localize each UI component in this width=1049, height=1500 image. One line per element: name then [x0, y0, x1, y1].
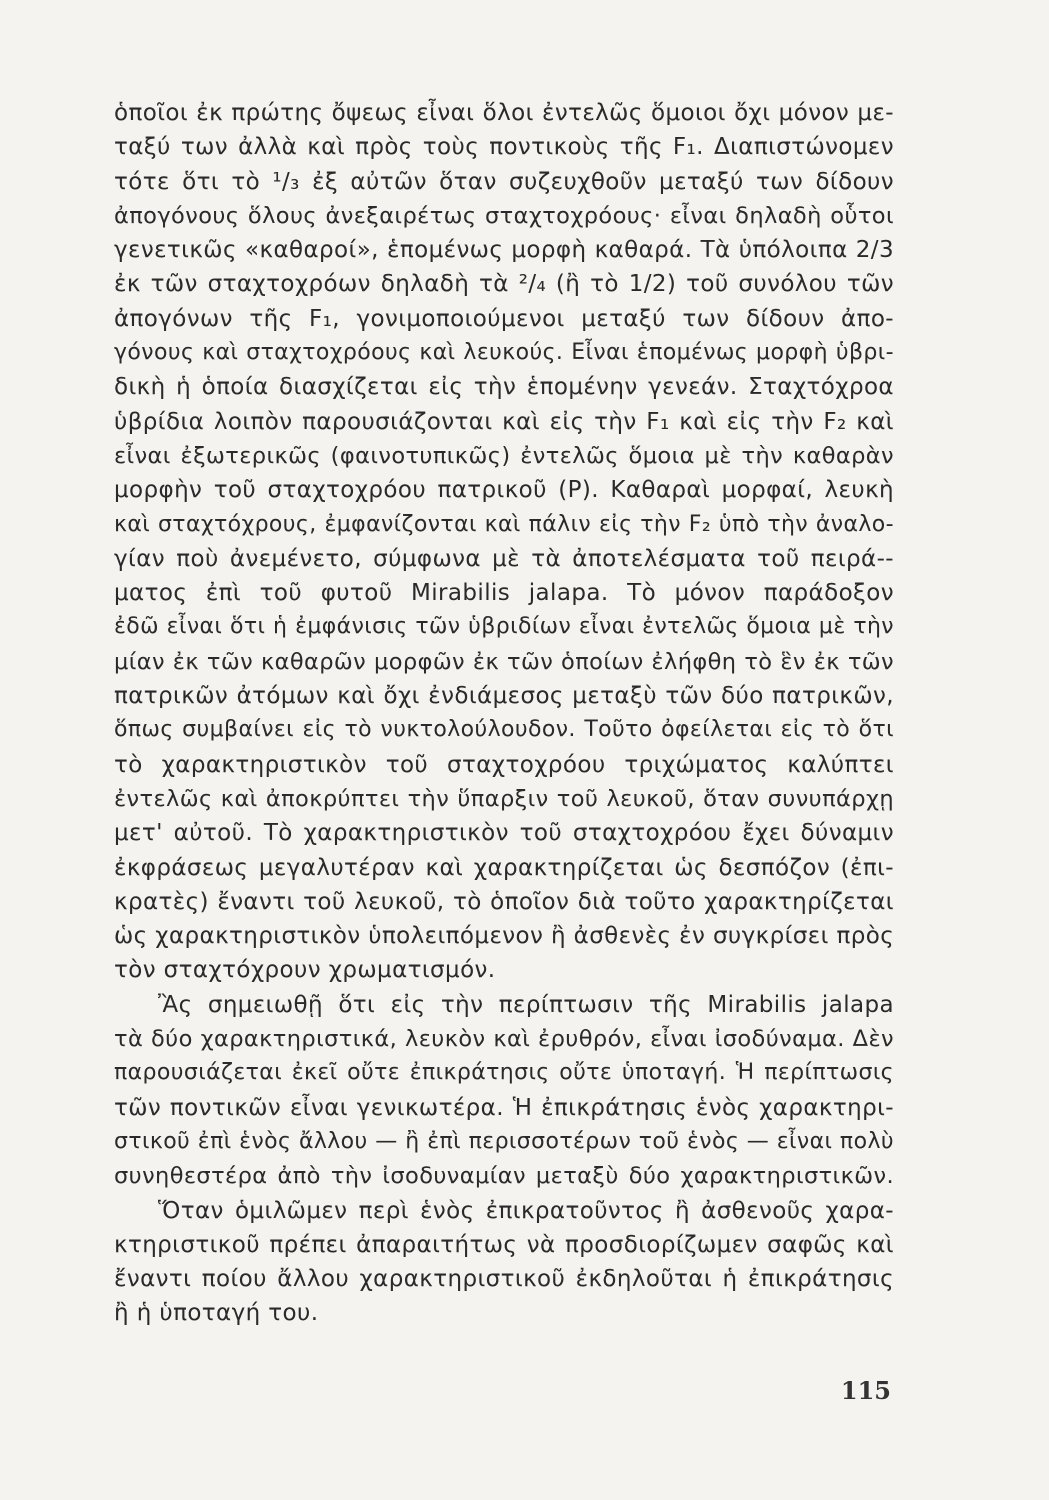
- text-line: τὸν σταχτόχρουν χρωματισμόν.: [114, 957, 496, 984]
- text-line: τὸ χαρακτηριστικὸν τοῦ σταχτοχρόου τριχώματος καλύπτει: [114, 751, 894, 778]
- text-line: ὁποῖοι ἐκ πρώτης ὄψεως εἶναι ὅλοι ἐντελῶς ὅμοιοι ὄχι μόνον με-: [114, 100, 894, 126]
- text-line: μορφὴν τοῦ σταχτοχρόου πατρικοῦ (P). Καθαραὶ μορφαί, λευκὴ: [114, 477, 894, 504]
- text-line: ἐκφράσεως μεγαλυτέραν καὶ χαρακτηρίζεται ὡς δεσπόζον (ἐπι-: [114, 854, 894, 881]
- text-line: τῶν ποντικῶν εἶναι γενικωτέρα. Ἡ ἐπικράτησις ἑνὸς χαρακτηρι-: [114, 1094, 894, 1121]
- text-line: ἐκ τῶν σταχτοχρόων δηλαδὴ τὰ ²/₄ (ἢ τὸ 1/2) τοῦ συνόλου τῶν: [114, 271, 894, 298]
- text-line: δικὴ ἡ ὁποία διασχίζεται εἰς τὴν ἑπομένην γενεάν. Σταχτόχροα: [114, 374, 894, 401]
- text-line: ὡς χαρακτηριστικὸν ὑπολειπόμενον ἢ ἀσθενὲς ἐν συγκρίσει πρὸς: [114, 923, 895, 950]
- text-line: Ἂς σημειωθῇ ὅτι εἰς τὴν περίπτωσιν τῆς Mirabilis jalapa: [158, 991, 894, 1018]
- text-line: στικοῦ ἐπὶ ἑνὸς ἄλλου — ἢ ἐπὶ περισσοτέρων τοῦ ἑνὸς — εἶναι πολὺ: [114, 1128, 894, 1154]
- text-line: ἐντελῶς καὶ ἀποκρύπτει τὴν ὕπαρξιν τοῦ λευκοῦ, ὅταν συνυπάρχῃ: [114, 785, 894, 812]
- text-line: ταξύ των ἀλλὰ καὶ πρὸς τοὺς ποντικοὺς τῆς F₁. Διαπιστώνομεν: [114, 134, 894, 161]
- text-line: ἐδῶ εἶναι ὅτι ἡ ἐμφάνισις τῶν ὑβριδίων εἶναι ἐντελῶς ὅμοια μὲ τὴν: [114, 614, 894, 640]
- text-line: ἢ ἡ ὑποταγή του.: [114, 1300, 319, 1327]
- text-line: ἀπογόνους ὅλους ἀνεξαιρέτως σταχτοχρόους· εἶναι δηλαδὴ οὗτοι: [114, 202, 894, 229]
- text-line: εἶναι ἐξωτερικῶς (φαινοτυπικῶς) ἐντελῶς ὅμοια μὲ τὴν καθαρὰν: [114, 442, 894, 469]
- text-line: συνηθεστέρα ἀπὸ τὴν ἰσοδυναμίαν μεταξὺ δύο χαρακτηριστικῶν.: [114, 1163, 894, 1190]
- text-line: τότε ὅτι τὸ ¹/₃ ἐξ αὐτῶν ὅταν συζευχθοῦν μεταξύ των δίδουν: [114, 168, 894, 195]
- text-line: ὑβρίδια λοιπὸν παρουσιάζονται καὶ εἰς τὴν F₁ καὶ εἰς τὴν F₂ καὶ: [114, 408, 894, 435]
- text-line: κρατὲς) ἔναντι τοῦ λευκοῦ, τὸ ὁποῖον διὰ τοῦτο χαρακτηρίζεται: [114, 888, 894, 915]
- text-line: ματος ἐπὶ τοῦ φυτοῦ Mirabilis jalapa. Τὸ μόνον παράδοξον: [114, 580, 894, 607]
- text-line: μετ' αὐτοῦ. Τὸ χαρακτηριστικὸν τοῦ σταχτοχρόου ἔχει δύναμιν: [114, 820, 894, 847]
- text-line: Ὅταν ὁμιλῶμεν περὶ ἑνὸς ἐπικρατοῦντος ἢ ἀσθενοῦς χαρα-: [158, 1197, 894, 1224]
- text-line: ἔναντι ποίου ἄλλου χαρακτηριστικοῦ ἐκδηλοῦται ἡ ἐπικράτησις: [114, 1266, 894, 1293]
- text-line: ὅπως συμβαίνει εἰς τὸ νυκτολούλουδον. Τοῦτο ὀφείλεται εἰς τὸ ὅτι: [114, 717, 894, 743]
- text-line: ἀπογόνων τῆς F₁, γονιμοποιούμενοι μεταξύ των δίδουν ἀπο-: [114, 305, 894, 332]
- text-line: γίαν ποὺ ἀνεμένετο, σύμφωνα μὲ τὰ ἀποτελέσματα τοῦ πειρά--: [114, 545, 894, 572]
- page-body: [114, 96, 894, 1331]
- text-line: γόνους καὶ σταχτοχρόους καὶ λευκούς. Εἶναι ἑπομένως μορφὴ ὑβρι-: [114, 340, 894, 366]
- text-line: μίαν ἐκ τῶν καθαρῶν μορφῶν ἐκ τῶν ὁποίων ἐλήφθη τὸ ἓν ἐκ τῶν: [114, 648, 894, 675]
- page-number: 115: [840, 1376, 891, 1405]
- text-line: πατρικῶν ἀτόμων καὶ ὄχι ἐνδιάμεσος μεταξὺ τῶν δύο πατρικῶν,: [114, 683, 894, 710]
- text-line: τὰ δύο χαρακτηριστικά, λευκὸν καὶ ἐρυθρόν, εἶναι ἰσοδύναμα. Δὲν: [114, 1026, 894, 1053]
- text-line: καὶ σταχτόχρους, ἐμφανίζονται καὶ πάλιν εἰς τὴν F₂ ὑπὸ τὴν ἀναλο-: [114, 511, 894, 537]
- text-line: παρουσιάζεται ἐκεῖ οὔτε ἐπικράτησις οὔτε ὑποταγή. Ἡ περίπτωσις: [114, 1060, 894, 1086]
- text-line: γενετικῶς «καθαροί», ἑπομένως μορφὴ καθαρά. Τὰ ὑπόλοιπα 2/3: [114, 237, 894, 264]
- text-line: κτηριστικοῦ πρέπει ἀπαραιτήτως νὰ προσδιορίζωμεν σαφῶς καὶ: [114, 1231, 894, 1258]
